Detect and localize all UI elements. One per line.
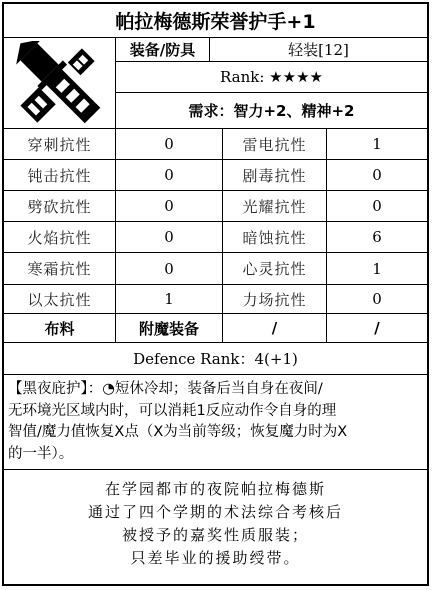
- resistance-value: 6: [372, 228, 382, 246]
- resistance-row: [4, 191, 427, 222]
- resistance-value: 0: [372, 290, 382, 308]
- resistance-value: 0: [116, 191, 223, 221]
- resistance-value: 1: [116, 285, 223, 313]
- resistance-name: 暗蚀抗性: [223, 222, 327, 252]
- item-icon-box: [4, 38, 116, 129]
- flavor-text: [4, 478, 427, 570]
- slot-3: /: [223, 314, 327, 342]
- material-label: 布料: [4, 314, 116, 342]
- flavor-line: 只差毕业的援助绶带。: [130, 549, 301, 567]
- requirement-row: [116, 93, 427, 129]
- defence-rank: Defence Rank：4(+1): [133, 350, 298, 368]
- category-label: 装备/防具: [116, 38, 210, 61]
- material-row: [4, 314, 427, 343]
- resistance-value: 0: [116, 160, 223, 190]
- ability-line: 【黑夜庇护】：◔短休冷却；装备后当自身在夜间/: [8, 381, 323, 397]
- crossed-gauntlet-icon: [14, 41, 106, 125]
- resistance-name: 钝击抗性: [4, 160, 116, 190]
- category-row: [116, 38, 427, 62]
- resistance-value: 0: [116, 222, 223, 252]
- item-title: 帕拉梅德斯荣誉护手+1: [115, 11, 316, 33]
- ability-description: [4, 375, 427, 470]
- resistance-row: [4, 129, 427, 160]
- resistance-value: 1: [372, 135, 382, 153]
- resistance-row: [4, 160, 427, 191]
- slot-4: /: [374, 319, 380, 337]
- ability-line: 无环境光区域内时，可以消耗1反应动作令自身的理: [8, 402, 337, 419]
- rank-row: [116, 62, 427, 93]
- requirement-text: 需求：智力+2、精神+2: [188, 102, 355, 120]
- flavor-line: 在学园都市的夜院帕拉梅德斯: [104, 480, 326, 498]
- title-row: [4, 4, 427, 38]
- resistance-row: [4, 253, 427, 285]
- item-card: [2, 2, 429, 586]
- flavor-line: 通过了四个学期的术法综合考核后: [87, 503, 343, 521]
- resistance-name: 以太抗性: [4, 285, 116, 313]
- defence-rank-row: [4, 343, 427, 375]
- resistance-name: 穿刺抗性: [4, 129, 116, 159]
- resistance-value: 0: [116, 129, 223, 159]
- ability-line: 的一半）。: [8, 445, 74, 462]
- resistance-row: [4, 285, 427, 314]
- resistance-name: 寒霜抗性: [4, 253, 116, 284]
- resistance-name: 力场抗性: [223, 285, 327, 313]
- enchant-label: 附魔装备: [116, 314, 223, 342]
- resistance-name: 劈砍抗性: [4, 191, 116, 221]
- resistance-value: 1: [372, 259, 382, 278]
- resistance-value: 0: [372, 166, 382, 184]
- category-value: 轻装[12]: [288, 41, 349, 59]
- resistance-name: 火焰抗性: [4, 222, 116, 252]
- resistance-name: 心灵抗性: [223, 253, 327, 284]
- resistance-name: 雷电抗性: [223, 129, 327, 159]
- rank-stars: Rank: ★★★★: [220, 68, 323, 86]
- resistance-row: [4, 222, 427, 253]
- resistance-value: 0: [116, 253, 223, 284]
- resistance-name: 光耀抗性: [223, 191, 327, 221]
- flavor-line: 被授予的嘉奖性质服装；: [121, 526, 309, 544]
- resistance-value: 0: [372, 197, 382, 215]
- resistance-name: 剧毒抗性: [223, 160, 327, 190]
- ability-line: 智值/魔力值恢复X点（X为当前等级；恢复魔力时为X: [8, 424, 348, 440]
